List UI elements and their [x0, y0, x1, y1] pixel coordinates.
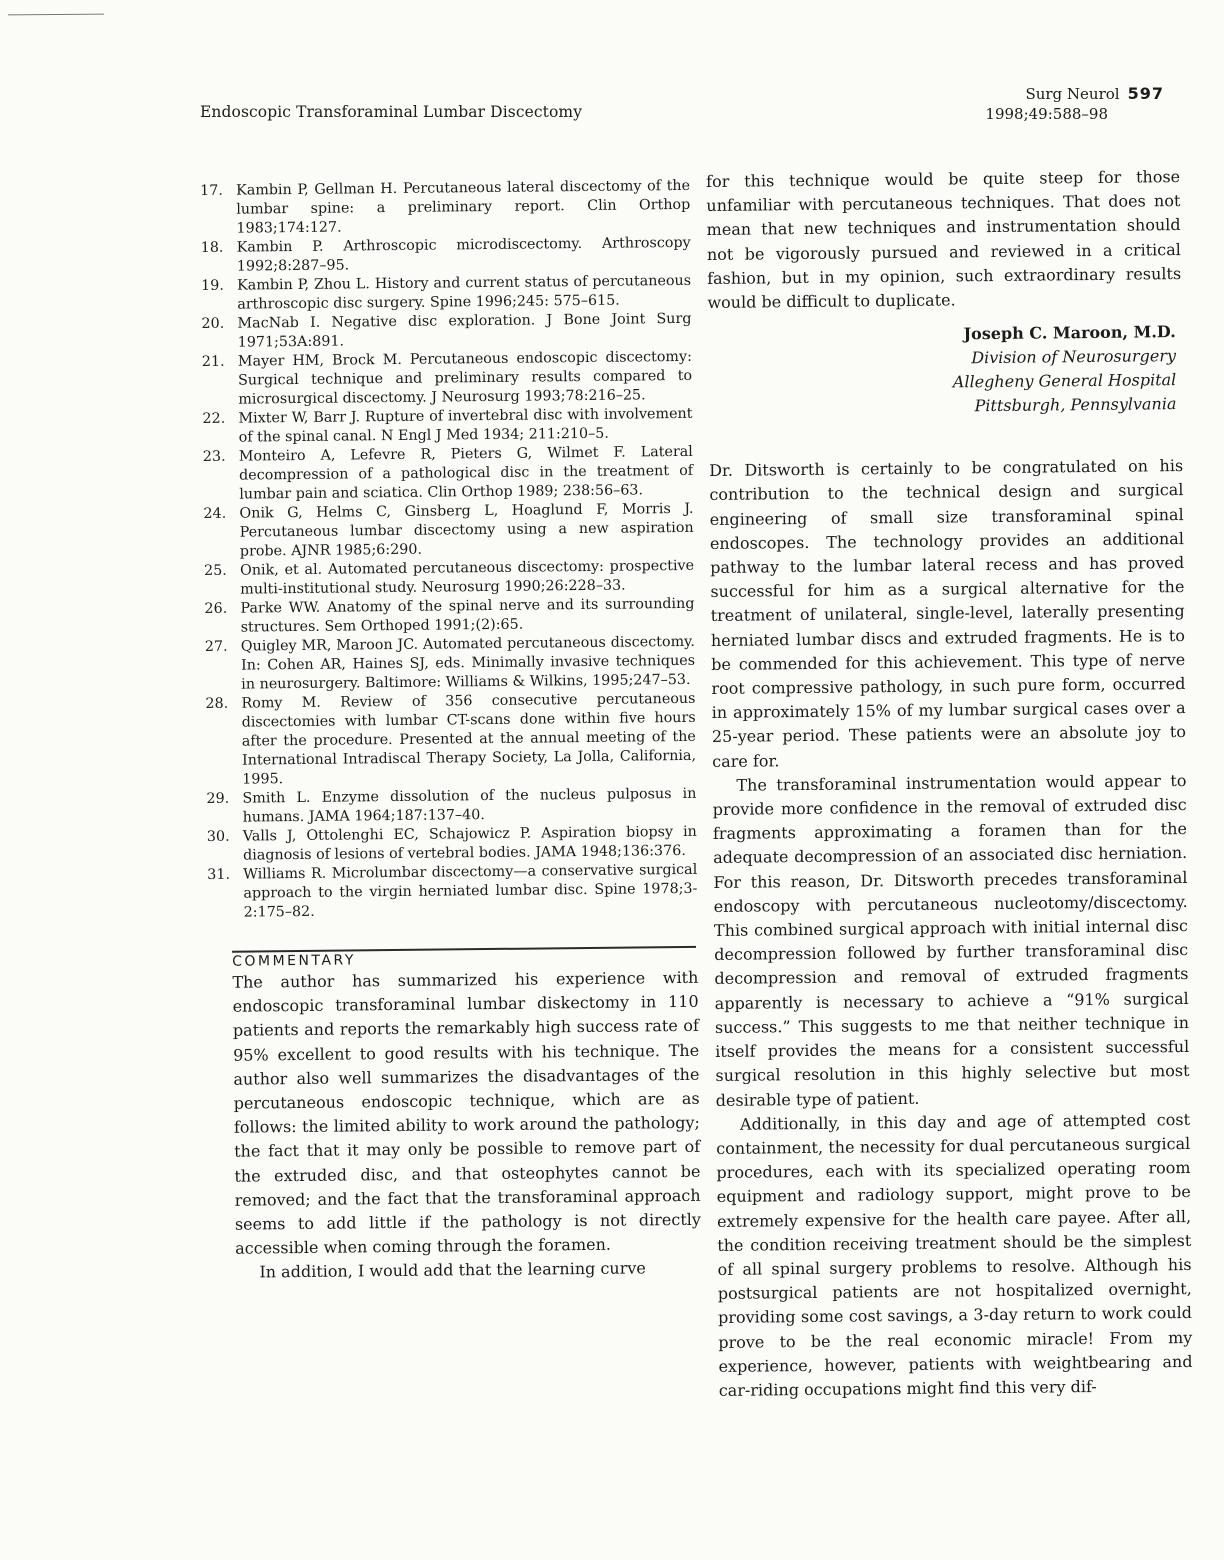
reference-item: [202, 348, 693, 410]
reference-text: MacNab I. Negative disc exploration. J Bone Joint Surg 1971;53A:891.: [237, 310, 692, 351]
journal-line: [985, 84, 1170, 104]
reference-item: [205, 690, 696, 790]
reference-text: Mixter W, Barr J. Rupture of invertebral disc with involvement of the spinal canal. N Engl J Med 1934; 211:210–5.: [238, 405, 693, 446]
reference-text: Kambin P, Gellman H. Percutaneous lateral discectomy of the lumbar spine: a preliminary report. Clin Orthop 1983;174:127.: [236, 177, 691, 237]
reference-text: Kambin P. Arthroscopic microdiscectomy. Arthroscopy 1992;8:287–95.: [236, 234, 691, 275]
reference-number: 18.: [200, 239, 224, 256]
reference-item: [201, 310, 691, 353]
reference-number: 27.: [204, 638, 228, 655]
reference-text: Williams R. Microlumbar discectomy—a conservative surgical approach to the virgin herniated lumbar disc. Spine 1978;3-2:175–82.: [243, 861, 698, 921]
reference-text: Parke WW. Anatomy of the spinal nerve and its surrounding structures. Sem Orthoped 1991;(2):65.: [240, 595, 695, 636]
reference-number: 29.: [206, 790, 230, 807]
commentary-paragraph-continued: for this technique would be quite steep for those unfamiliar with percutaneous techniques. That does not mean that new techniques and instrumentation should not be vigorously pursued and reviewed in a critical fashion, but in my opinion, such extraordinary results would be difficult to duplicate.: [706, 167, 1182, 313]
reference-item: [201, 272, 691, 315]
reference-number: 31.: [207, 866, 231, 883]
reference-item: [207, 861, 698, 923]
page-number: 597: [1127, 84, 1164, 103]
reference-text: Mayer HM, Brock M. Percutaneous endoscopic discectomy: Surgical technique and preliminary results compared to microsurgical discectomy. J Neurosurg 1993;78:216–25.: [237, 348, 693, 408]
reference-text: Onik, et al. Automated percutaneous discectomy: prospective multi-institutional study. Neurosurg 1990;26:228–33.: [239, 557, 695, 598]
journal-name: Surg Neurol: [1025, 85, 1120, 103]
reference-number: 17.: [200, 182, 223, 199]
reference-number: 19.: [201, 277, 224, 294]
signature-name: Joseph C. Maroon, M.D.: [963, 322, 1176, 344]
reference-number: 25.: [203, 562, 227, 579]
scan-artifact-line: [8, 14, 104, 16]
reference-item: [204, 595, 694, 638]
reference-item: [207, 823, 697, 866]
reference-text: Valls J, Ottolenghi EC, Schajowicz P. Aspiration biopsy in diagnosis of lesions of vertebral bodies. JAMA 1948;136:376.: [242, 823, 697, 864]
signature-affiliation: Division of Neurosurgery: [971, 346, 1177, 368]
signature-location: Pittsburgh, Pennsylvania: [974, 394, 1177, 416]
commentary-body: [232, 966, 701, 1286]
reference-item: [203, 443, 694, 505]
reference-number: 24.: [203, 505, 227, 522]
reference-item: [204, 557, 694, 600]
commentary-paragraph: The transforaminal instrumentation would appear to provide more confidence in the removal of extruded disc fragments approximating a foramen than for the adequate decompression of an associated disc herniation. For this reason, Dr. Ditsworth precedes transforaminal endoscopy with percutaneous nucleotomy/discectomy. This combined surgical approach with initial internal disc decompression followed by further transforaminal disc decompression and removal of extruded fragments apparently is necessary to achieve a “91% surgical success.” This suggests to me that neither technique in itself provides the means for a consistent successful surgical resolution in this highly selective but most desirable type of patient.: [712, 770, 1190, 1110]
reference-list: [200, 177, 698, 923]
reference-text: Smith L. Enzyme dissolution of the nucleus pulposus in humans. JAMA 1964;187:137–40.: [242, 785, 697, 826]
reference-text: Quigley MR, Maroon JC. Automated percutaneous discectomy. In: Cohen AR, Haines SJ, eds. Minimally invasive techniques in neurosurgery. Baltimore: Williams & Wilkins, 1995;247–53.: [240, 633, 696, 693]
commentary-paragraph: In addition, I would add that the learning curve: [259, 1258, 646, 1282]
reference-text: Romy M. Review of 356 consecutive percutaneous discectomies with lumbar CT-scans done within five hours after the procedure. Presented at the annual meeting of the International Intradiscal Therapy Society, La Jolla, California, 1995.: [241, 690, 697, 788]
reference-text: Onik G, Helms C, Ginsberg L, Hoaglund F, Morris J. Percutaneous lumbar discectomy using a new aspiration probe. AJNR 1985;6:290.: [239, 500, 694, 560]
journal-citation: 1998;49:588–98: [985, 105, 1108, 123]
reference-number: 22.: [202, 410, 226, 427]
reference-number: 26.: [204, 600, 228, 617]
signature-affiliation: Allegheny General Hospital: [952, 370, 1177, 392]
reference-number: 23.: [202, 448, 226, 465]
reference-text: Kambin P, Zhou L. History and current status of percutaneous arthroscopic disc surgery. Spine 1996;245: 575–615.: [237, 272, 692, 313]
journal-header: [985, 84, 1170, 124]
commentary-heading: COMMENTARY: [232, 952, 356, 970]
reference-number: 20.: [201, 315, 225, 332]
commentary-paragraph: Dr. Ditsworth is certainly to be congratulated on his contribution to the technical design and surgical engineering of small size transforaminal spinal endoscopes. The technology provides an additional pathway to the lumbar lateral recess and has proved successful for him as a surgical alternative for the treatment of unilateral, single-level, laterally presenting herniated lumbar discs and extruded fragments. He is to be commended for this achievement. This type of nerve root compressive pathology, in such pure form, occurred in approximately 15% of my lumbar surgical cases over a 25-year period. These patients were an absolute joy to care for.: [709, 456, 1187, 771]
reference-item: [202, 405, 692, 448]
commentary-paragraph: Additionally, in this day and age of attempted cost containment, the necessity for dual percutaneous surgical procedures, each with its specialized operating room equipment and radiology support, might prove to be extremely expensive for the health care payee. After all, the condition receiving treatment should be the simplest of all spinal surgery problems to resolve. Although his postsurgical patients are not hospitalized overnight, providing some cost savings, a 3-day return to work could prove to be the real economic miracle! From my experience, however, patients with weightbearing and car-riding occupations might find this very dif-: [716, 1109, 1193, 1400]
reference-item: [205, 633, 696, 695]
author-signature: [708, 320, 1183, 421]
commentary-paragraph: The author has summarized his experience with endoscopic transforaminal lumbar diskectomy in 110 patients and reports the remarkably high success rate of 95% excellent to good results with his technique. The author also well summarizes the disadvantages of the percutaneous endoscopic technique, which are as follows: the limited ability to work around the pathology; the fact that it may only be possible to remove part of the extruded disc, and that osteophytes cannot be removed; and the fact that the transforaminal approach seems to add little if the pathology is not directly accessible when coming through the foramen.: [232, 967, 701, 1258]
reference-number: 28.: [205, 695, 229, 712]
running-title: Endoscopic Transforaminal Lumbar Discectomy: [200, 103, 583, 121]
reference-text: Monteiro A, Lefevre R, Pieters G, Wilmet F. Lateral decompression of a pathological disc in the treatment of lumbar pain and sciatica. Clin Orthop 1989; 238:56–63.: [238, 443, 694, 503]
reference-item: [206, 785, 696, 828]
reference-item: [200, 177, 691, 239]
right-column: [706, 165, 1193, 1403]
reference-number: 21.: [201, 353, 225, 370]
reference-number: 30.: [206, 828, 230, 845]
reference-item: [201, 234, 691, 277]
spacer: [709, 416, 1183, 459]
left-column: [200, 177, 702, 1286]
reference-item: [203, 500, 694, 562]
